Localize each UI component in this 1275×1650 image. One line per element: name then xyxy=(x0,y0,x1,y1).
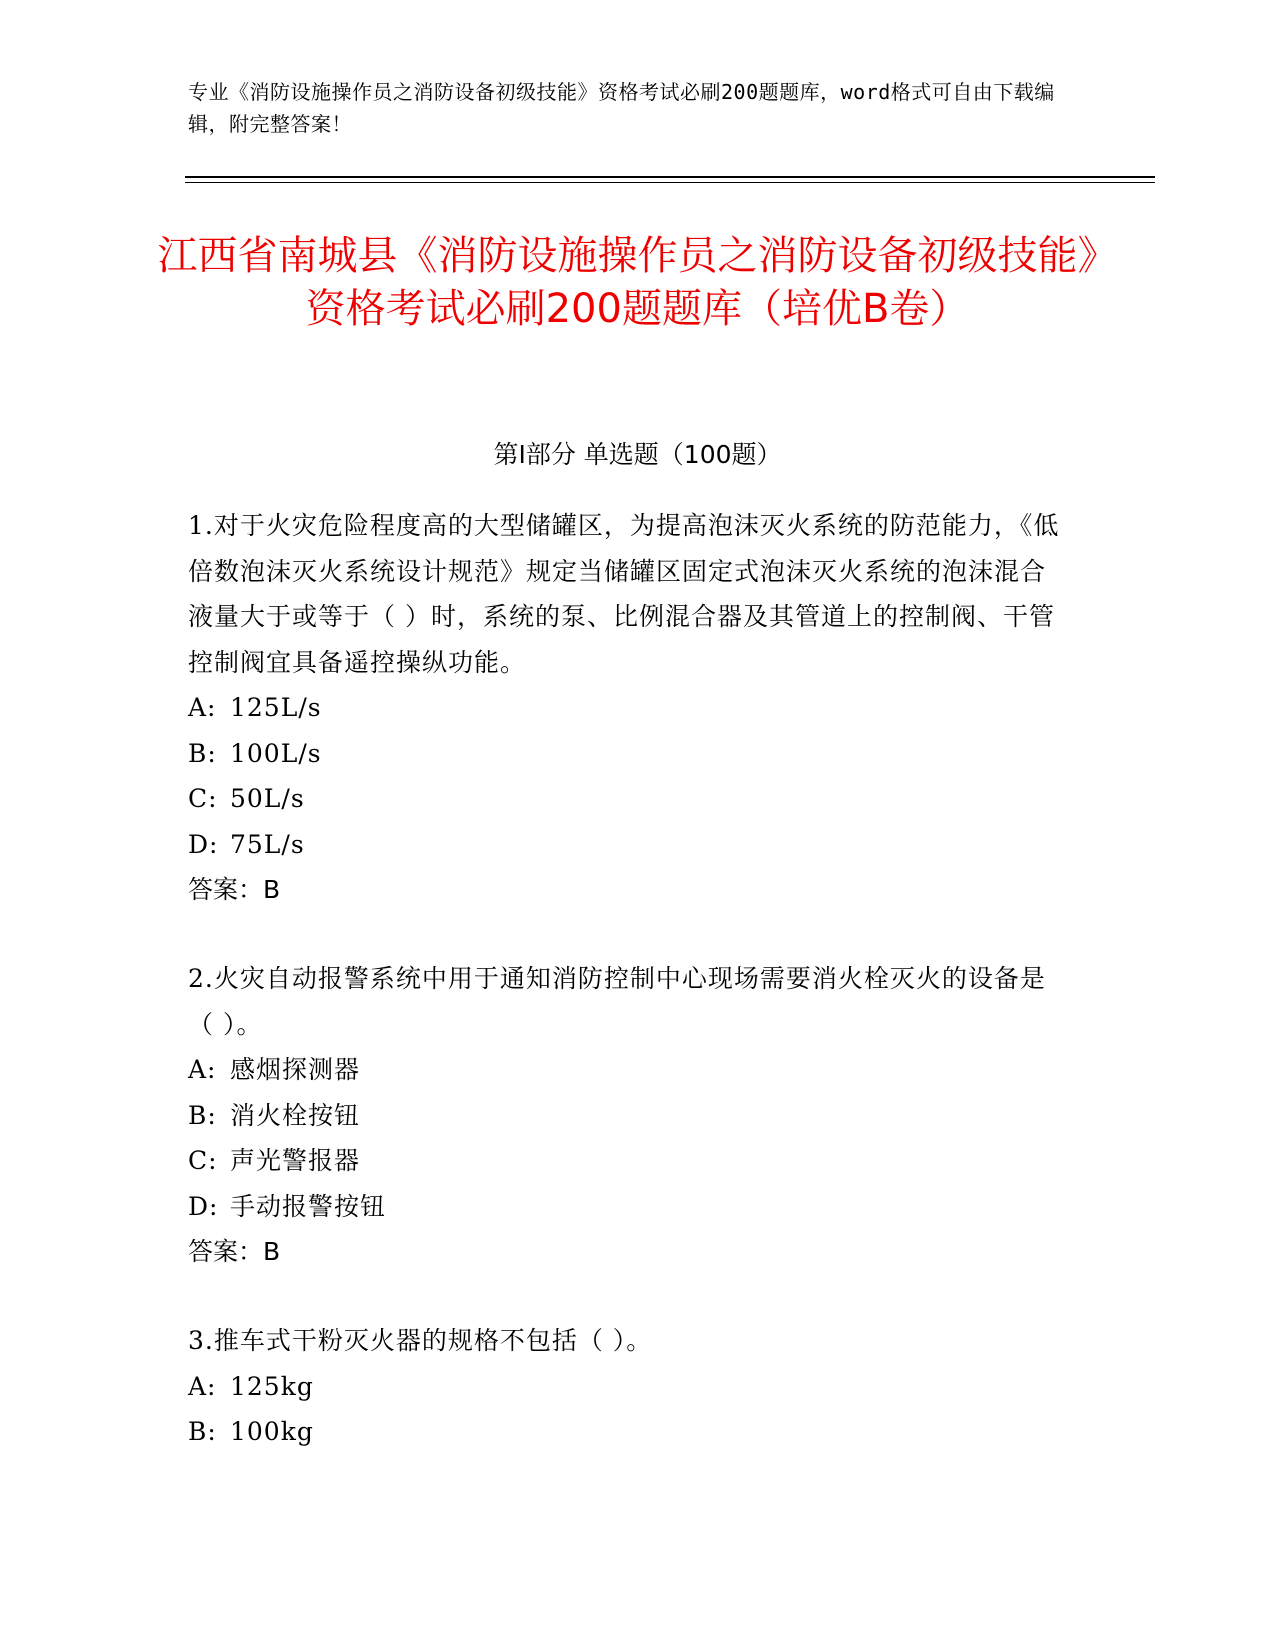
option-b xyxy=(188,731,1068,777)
option-label: B: xyxy=(188,1100,217,1130)
option-d xyxy=(188,822,1068,868)
option-label: A: xyxy=(188,1371,217,1401)
option-c xyxy=(188,776,1068,822)
option-a xyxy=(188,1364,1068,1410)
option-a xyxy=(188,1047,1068,1093)
option-label: B: xyxy=(188,1417,217,1446)
option-text: 75L/s xyxy=(230,829,305,859)
option-text: 手动报警按钮 xyxy=(230,1191,387,1221)
header-note: 专业《消防设施操作员之消防设备初级技能》资格考试必刷200题题库，word格式可自由下载编辑，附完整答案！ xyxy=(188,80,1055,136)
header-rule-thin xyxy=(185,182,1155,183)
option-label: C: xyxy=(188,784,218,813)
option-label: D: xyxy=(188,829,219,859)
option-b xyxy=(188,1093,1068,1139)
option-c xyxy=(188,1138,1068,1184)
question-stem: 2.火灾自动报警系统中用于通知消防控制中心现场需要消火栓灭火的设备是（ ）。 xyxy=(188,964,1046,1039)
answer: 答案：B xyxy=(188,875,281,904)
question-2 xyxy=(188,956,1068,1275)
option-text: 50L/s xyxy=(230,784,305,813)
option-label: D: xyxy=(188,1191,219,1221)
header-rule-thick xyxy=(185,176,1155,178)
option-b xyxy=(188,1409,1068,1455)
option-text: 125L/s xyxy=(230,693,322,722)
option-text: 声光警报器 xyxy=(230,1146,361,1175)
option-text: 125kg xyxy=(230,1371,314,1401)
option-text: 感烟探测器 xyxy=(230,1055,361,1084)
question-stem: 1.对于火灾危险程度高的大型储罐区，为提高泡沫灭火系统的防范能力，《低倍数泡沫灭火系统设计规范》规定当储罐区固定式泡沫灭火系统的泡沫混合液量大于或等于（ ）时，系统的泵、比例混合器及其管道上的控制阀、干管控制阀宜具备遥控操纵功能。 xyxy=(188,511,1060,677)
option-label: A: xyxy=(188,693,217,722)
question-3 xyxy=(188,1318,1068,1455)
option-label: C: xyxy=(188,1146,218,1175)
option-d xyxy=(188,1184,1068,1230)
document-title: 江西省南城县《消防设施操作员之消防设备初级技能》资格考试必刷200题题库（培优B卷） xyxy=(157,233,1118,332)
option-text: 消火栓按钮 xyxy=(230,1100,361,1130)
option-label: A: xyxy=(188,1055,217,1084)
answer: 答案：B xyxy=(188,1237,281,1266)
option-label: B: xyxy=(188,738,217,768)
option-a xyxy=(188,685,1068,731)
question-stem: 3.推车式干粉灭火器的规格不包括（ ）。 xyxy=(188,1326,653,1355)
question-1 xyxy=(188,503,1068,913)
option-text: 100kg xyxy=(230,1417,314,1446)
section-title: 第I部分 单选题（100题） xyxy=(493,440,782,469)
option-text: 100L/s xyxy=(230,738,322,768)
